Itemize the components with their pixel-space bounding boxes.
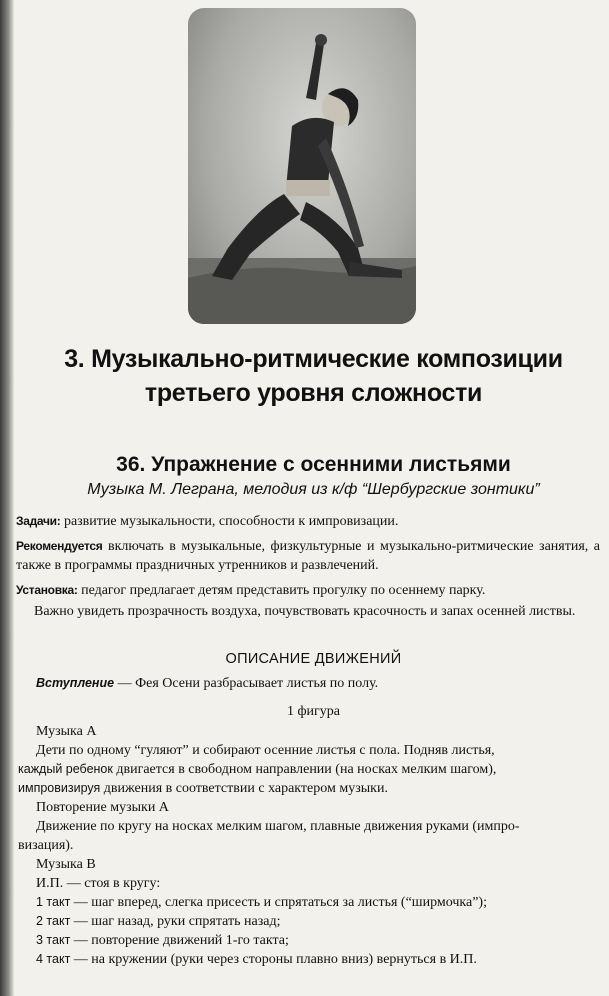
para-a-line2-lead: каждый ребенок — [18, 762, 113, 776]
para-a-line2 — [18, 760, 602, 779]
ip-line: И.П. — стоя в кругу: — [36, 876, 161, 891]
exercise-music: Музыка М. Леграна, мелодия из к/ф “Шербургские зонтики” — [87, 481, 540, 498]
description-heading: ОПИСАНИЕ ДВИЖЕНИЙ — [225, 651, 402, 667]
figure-label: 1 фигура — [286, 704, 341, 719]
takt-text: — шаг вперед, слегка присесть и спрятаться за листья (“ширмочка”); — [70, 895, 487, 910]
book-spine-shadow — [0, 0, 14, 996]
takt-text: — шаг назад, руки спрятать назад; — [70, 914, 281, 929]
para-repeat-line1: Движение по кругу на носках мелким шагом, плавные движения руками (импро- — [36, 819, 520, 834]
intro-text: — Фея Осени разбрасывает листья по полу. — [114, 676, 379, 691]
chapter-title-line2: третьего уровня сложности — [144, 379, 483, 407]
recommend-label: Рекомендуется — [16, 539, 103, 553]
setup-text: педагог предлагает детям представить прогулку по осеннему парку. — [77, 583, 486, 598]
setup-paragraph — [16, 581, 600, 600]
music-b-label: Музыка В — [36, 857, 96, 872]
tasks-text: развитие музыкальности, способности к импровизации. — [60, 514, 399, 529]
para-repeat-line2: визация). — [18, 838, 74, 853]
para-a-line2-text: двигается в свободном направлении (на носках мелким шагом), — [112, 762, 497, 777]
takt-line-2 — [36, 912, 609, 931]
setup-label: Установка: — [16, 583, 78, 597]
takt-text: — на кружении (руки через стороны плавно вниз) вернуться в И.П. — [70, 952, 477, 967]
takt-line-3 — [36, 931, 609, 950]
music-a-label: Музыка А — [36, 724, 97, 739]
takt-label: 3 такт — [36, 933, 71, 947]
photo-illustration — [188, 8, 416, 324]
repeat-a-label: Повторение музыки А — [36, 800, 169, 815]
takt-line-1 — [36, 893, 609, 912]
intro-label: Вступление — [36, 676, 115, 690]
takt-line-4 — [36, 950, 609, 969]
chapter-title — [18, 342, 609, 410]
girl-stretching-photo — [188, 8, 416, 324]
para-a-line3 — [18, 779, 602, 798]
tasks-label: Задачи: — [16, 514, 61, 528]
recommend-text: включать в музыкальные, физкультурные и музыкально-ритмические занятия, а также в программы праздничных утренников и развлечений. — [16, 539, 600, 573]
para-a-line1: Дети по одному “гуляют” и собирают осенние листья с пола. Подняв листья, — [36, 743, 495, 758]
takt-label: 1 такт — [36, 895, 71, 909]
exercise-title: 36. Упражнение с осенними листьями — [116, 453, 511, 476]
takt-label: 2 такт — [36, 914, 71, 928]
takt-text: — повторение движений 1-го такта; — [70, 933, 289, 948]
para-a-line3-lead: импровизируя — [18, 781, 101, 795]
tasks-paragraph — [16, 512, 600, 531]
intro-line — [36, 674, 609, 693]
chapter-title-line1: 3. Музыкально-ритмические композиции — [64, 345, 563, 373]
note-paragraph: Важно увидеть прозрачность воздуха, почувствовать красочность и запах осенней листвы. — [34, 604, 576, 619]
recommend-paragraph — [16, 537, 600, 575]
para-a-line3-text: движения в соответствии с характером музыки. — [100, 781, 388, 796]
takt-label: 4 такт — [36, 952, 71, 966]
